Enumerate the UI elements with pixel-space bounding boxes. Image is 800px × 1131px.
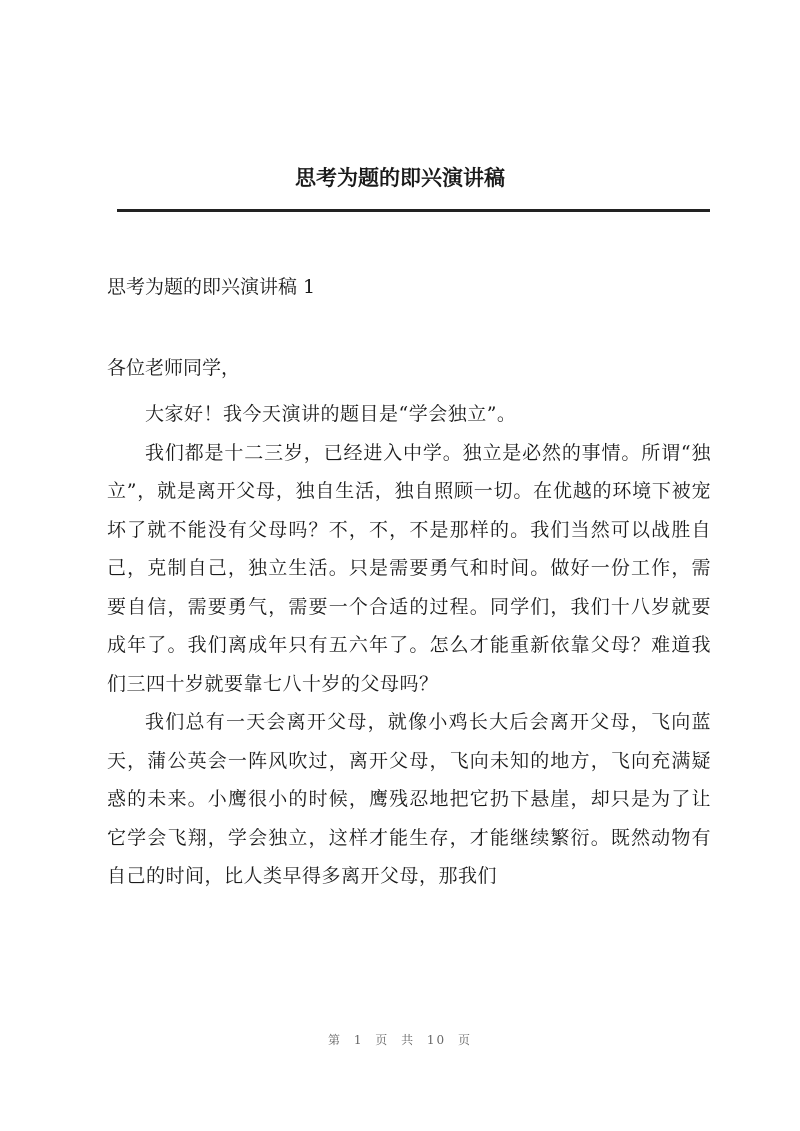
page-number-footer: 第 1 页 共 10 页	[328, 1033, 472, 1047]
document-body	[107, 395, 711, 896]
paragraph: 我们都是十二三岁，已经进入中学。独立是必然的事情。所谓“独立”，就是离开父母，独自生活，独自照顾一切。在优越的环境下被宠坏了就不能没有父母吗？不，不，不是那样的。我们当然可以战胜自己，克制自己，独立生活。只是需要勇气和时间。做好一份工作，需要自信，需要勇气，需要一个合适的过程。同学们，我们十八岁就要成年了。我们离成年只有五六年了。怎么才能重新依靠父母？难道我们三四十岁就要靠七八十岁的父母吗？	[107, 441, 711, 695]
paragraph: 大家好！我今天演讲的题目是“学会独立”。	[145, 403, 517, 425]
paragraph: 我们总有一天会离开父母，就像小鸡长大后会离开父母，飞向蓝天，蒲公英会一阵风吹过，离开父母，飞向未知的地方，飞向充满疑惑的未来。小鹰很小的时候，鹰残忍地把它扔下悬崖，却只是为了让它学会飞翔，学会独立，这样才能生存，才能继续繁衍。既然动物有自己的时间，比人类早得多离开父母，那我们	[107, 711, 711, 887]
document-title: 思考为题的即兴演讲稿	[295, 166, 505, 190]
salutation: 各位老师同学，	[107, 357, 241, 379]
title-divider	[117, 209, 710, 212]
section-heading: 思考为题的即兴演讲稿 1	[107, 276, 316, 298]
